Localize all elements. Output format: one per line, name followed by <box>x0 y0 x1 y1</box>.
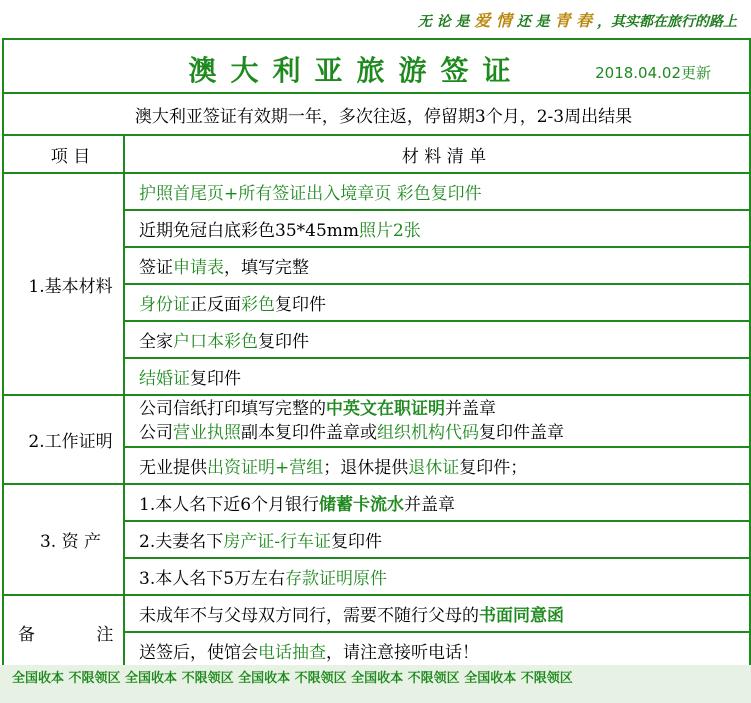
item-highlight: 储蓄卡流水 <box>319 495 405 515</box>
header-item: 项 目 <box>3 135 124 173</box>
item-highlight: 身份证 <box>139 295 190 315</box>
item-text: 复印件 <box>330 532 382 552</box>
item-highlight: 户口本彩色 <box>173 332 258 352</box>
list-item <box>124 395 750 447</box>
item-highlight: 存款证明原件 <box>285 569 388 589</box>
visa-summary: 澳大利亚签证有效期一年，多次往返，停留期3个月，2-3周出结果 <box>3 93 750 135</box>
item-text: 1.本人名下近6个月银行 <box>139 495 320 515</box>
update-date: 2018.04.02更新 <box>595 64 711 82</box>
title-row <box>3 39 750 93</box>
item-text: 复印件盖章 <box>479 423 564 443</box>
list-item <box>124 210 750 247</box>
slogan-part: 无 论 是 <box>417 14 475 30</box>
item-text: ，填写完整 <box>224 258 309 278</box>
item-text: 护照首尾页+所有签证出入境章页 彩色复印件 <box>139 184 482 204</box>
footer-banner <box>0 665 751 703</box>
item-highlight: 出资证明+营组 <box>207 458 324 478</box>
slogan-part: ，其实都在旅行的路上 <box>592 14 737 30</box>
item-text: 送签后，使馆会 <box>139 643 258 663</box>
item-highlight: 申请表 <box>173 258 224 278</box>
item-text: 复印件； <box>459 458 528 478</box>
item-text: 签证 <box>139 258 173 278</box>
item-highlight: 结婚证 <box>139 369 190 389</box>
slogan-text <box>418 8 737 31</box>
item-highlight: 照片2张 <box>359 221 421 241</box>
item-highlight: 营业执照 <box>173 423 241 443</box>
item-highlight: 退休证 <box>408 458 460 478</box>
category-notes: 备 注 <box>3 595 124 669</box>
item-highlight: 房产证-行车证 <box>223 532 331 552</box>
list-item <box>124 595 750 632</box>
item-text: 复印件 <box>258 332 309 352</box>
slogan-banner <box>0 0 751 37</box>
list-item <box>124 247 750 284</box>
item-line <box>139 397 749 421</box>
item-text: 近期免冠白底彩色35*45mm <box>139 221 360 241</box>
item-text: 并盖章 <box>404 495 456 515</box>
list-item <box>124 632 750 669</box>
list-item <box>124 558 750 595</box>
list-item <box>124 484 750 521</box>
list-item <box>124 284 750 321</box>
category-assets: 3. 资 产 <box>3 484 124 595</box>
list-item <box>124 173 750 210</box>
item-text: ；退休提供 <box>323 458 409 478</box>
item-highlight: 电话抽查 <box>258 643 326 663</box>
item-highlight: 组织机构代码 <box>377 423 479 443</box>
page-title: 澳大利亚旅游签证 <box>188 54 525 87</box>
item-text: 无业提供 <box>139 458 207 478</box>
header-materials: 材 料 清 单 <box>124 135 750 173</box>
item-text: 未成年不与父母双方同行，需要不随行父母的 <box>139 606 479 626</box>
category-work: 2.工作证明 <box>3 395 124 484</box>
item-highlight: 书面同意函 <box>479 606 564 626</box>
slogan-emphasis: 爱 情 <box>474 11 512 30</box>
item-text: 2.夫妻名下 <box>139 532 224 552</box>
item-text: 复印件 <box>190 369 241 389</box>
item-text: 副本复印件盖章或 <box>241 423 377 443</box>
item-text: 公司 <box>139 423 173 443</box>
item-text: 公司信纸打印填写完整的 <box>139 399 326 419</box>
item-text: 并盖章 <box>445 399 496 419</box>
slogan-part: 还 是 <box>511 14 555 30</box>
item-line <box>139 421 749 445</box>
list-item <box>124 321 750 358</box>
item-text: 复印件 <box>275 295 326 315</box>
item-text: 全家 <box>139 332 173 352</box>
category-basic: 1.基本材料 <box>3 173 124 395</box>
slogan-emphasis: 青 春 <box>554 11 593 30</box>
item-highlight: 中英文在职证明 <box>326 399 445 419</box>
item-highlight: 彩色 <box>241 295 275 315</box>
list-item <box>124 358 750 395</box>
list-item <box>124 521 750 558</box>
item-text: 正反面 <box>190 295 241 315</box>
visa-materials-table <box>2 38 751 670</box>
item-text: 3.本人名下5万左右 <box>139 569 286 589</box>
item-text: ，请注意接听电话！ <box>326 643 479 663</box>
list-item <box>124 447 750 484</box>
footer-text: 全国收本 不限领区 全国收本 不限领区 全国收本 不限领区 全国收本 不限领区 全国收本 不限领区 <box>12 671 573 686</box>
